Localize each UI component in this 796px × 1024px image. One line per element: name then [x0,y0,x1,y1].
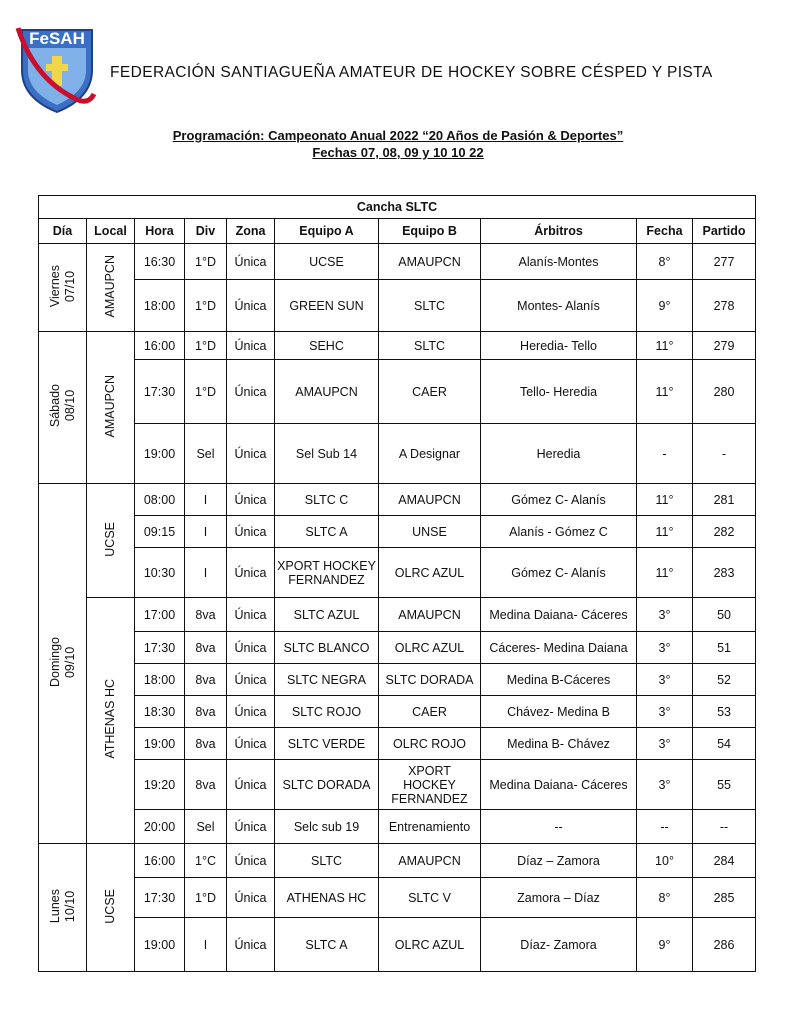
table-cell: SLTC BLANCO [275,632,379,664]
table-cell: 10° [637,844,693,878]
table-cell: 19:20 [135,760,185,810]
table-cell: 283 [693,548,756,598]
table-row [39,878,756,918]
table-cell: I [185,484,227,516]
table-cell: 279 [693,332,756,360]
table-cell: 17:30 [135,632,185,664]
table-cell: Única [227,664,275,696]
table-cell: 8va [185,598,227,632]
table-cell: SLTC [379,280,481,332]
table-cell: 8va [185,632,227,664]
local-cell: ATHENAS HC [87,598,135,844]
table-cell: 50 [693,598,756,632]
table-cell: 284 [693,844,756,878]
table-cell: -- [693,810,756,844]
table-cell: 8va [185,664,227,696]
table-cell: 1°C [185,844,227,878]
table-cell: 1°D [185,360,227,424]
table-cell: SLTC [275,844,379,878]
table-row [39,548,756,598]
table-cell: Única [227,918,275,972]
table-cell: Sel Sub 14 [275,424,379,484]
table-cell: Medina Daiana- Cáceres [481,598,637,632]
table-cell: GREEN SUN [275,280,379,332]
table-row [39,360,756,424]
table-cell: OLRC AZUL [379,632,481,664]
table-cell: 277 [693,244,756,280]
table-cell: Única [227,728,275,760]
table-cell: SLTC [379,332,481,360]
table-cell: OLRC AZUL [379,548,481,598]
table-cell: Única [227,484,275,516]
table-cell: 19:00 [135,728,185,760]
table-row [39,424,756,484]
table-cell: SLTC VERDE [275,728,379,760]
table-cell: 8va [185,696,227,728]
table-cell: XPORT HOCKEY FERNANDEZ [275,548,379,598]
table-cell: SLTC ROJO [275,696,379,728]
table-cell: AMAUPCN [379,244,481,280]
table-cell: 8va [185,728,227,760]
table-cell: 3° [637,696,693,728]
table-cell: UNSE [379,516,481,548]
table-cell: Única [227,280,275,332]
fesah-logo [14,18,100,114]
table-row [39,696,756,728]
table-cell: 286 [693,918,756,972]
table-cell: 08:00 [135,484,185,516]
table-cell: Alanís - Gómez C [481,516,637,548]
table-cell: Chávez- Medina B [481,696,637,728]
cancha-header: Cancha SLTC [39,196,756,219]
table-cell: 11° [637,332,693,360]
table-cell: 19:00 [135,918,185,972]
day-cell: Viernes 07/10 [39,244,87,332]
table-cell: Única [227,332,275,360]
table-row [39,918,756,972]
local-cell: UCSE [87,844,135,972]
table-cell: 8° [637,878,693,918]
table-cell: SLTC AZUL [275,598,379,632]
table-cell: Zamora – Díaz [481,878,637,918]
table-cell: Única [227,810,275,844]
table-cell: Única [227,516,275,548]
column-header: Árbitros [481,219,637,244]
table-cell: Medina B-Cáceres [481,664,637,696]
table-cell: 10:30 [135,548,185,598]
table-cell: UCSE [275,244,379,280]
table-cell: 16:00 [135,332,185,360]
table-cell: Única [227,424,275,484]
table-cell: 3° [637,760,693,810]
table-cell: Gómez C- Alanís [481,484,637,516]
table-cell: SLTC C [275,484,379,516]
day-cell: Domingo 09/10 [39,484,87,844]
table-cell: Heredia- Tello [481,332,637,360]
table-cell: Única [227,696,275,728]
table-cell: Única [227,878,275,918]
table-cell: 11° [637,360,693,424]
table-cell: 51 [693,632,756,664]
table-cell: ATHENAS HC [275,878,379,918]
table-cell: I [185,548,227,598]
table-cell: AMAUPCN [379,844,481,878]
table-cell: Única [227,548,275,598]
logo-text: FeSAH [29,29,85,48]
table-row [39,516,756,548]
column-header: Equipo A [275,219,379,244]
table-cell: CAER [379,360,481,424]
table-cell: AMAUPCN [379,484,481,516]
table-cell: -- [481,810,637,844]
table-cell: Sel [185,810,227,844]
column-header: Div [185,219,227,244]
column-header: Zona [227,219,275,244]
table-row [39,844,756,878]
table-row [39,484,756,516]
table-row [39,810,756,844]
local-cell: AMAUPCN [87,332,135,484]
table-row [39,598,756,632]
table-cell: 8va [185,760,227,810]
column-header: Equipo B [379,219,481,244]
table-cell: Única [227,244,275,280]
table-row [39,244,756,280]
table-cell: SEHC [275,332,379,360]
table-cell: Selc sub 19 [275,810,379,844]
table-cell: 1°D [185,878,227,918]
table-cell: 19:00 [135,424,185,484]
table-cell: Sel [185,424,227,484]
table-cell: 278 [693,280,756,332]
table-cell: XPORT HOCKEY FERNANDEZ [379,760,481,810]
table-cell: - [637,424,693,484]
table-cell: Tello- Heredia [481,360,637,424]
table-cell: Díaz- Zamora [481,918,637,972]
day-cell: Lunes 10/10 [39,844,87,972]
table-cell: SLTC DORADA [275,760,379,810]
table-cell: 20:00 [135,810,185,844]
table-cell: 281 [693,484,756,516]
table-cell: Única [227,760,275,810]
column-header: Local [87,219,135,244]
table-cell: SLTC NEGRA [275,664,379,696]
table-cell: -- [637,810,693,844]
table-cell: I [185,516,227,548]
table-cell: 3° [637,664,693,696]
table-cell: SLTC V [379,878,481,918]
fechas-subtitle: Fechas 07, 08, 09 y 10 10 22 [312,145,484,160]
column-header: Fecha [637,219,693,244]
table-cell: CAER [379,696,481,728]
local-cell: UCSE [87,484,135,598]
table-cell: Medina Daiana- Cáceres [481,760,637,810]
table-row [39,332,756,360]
day-cell: Sábado 08/10 [39,332,87,484]
table-cell: 1°D [185,332,227,360]
table-cell: 09:15 [135,516,185,548]
table-cell: 280 [693,360,756,424]
table-cell: 17:30 [135,360,185,424]
table-cell: Única [227,598,275,632]
table-cell: 16:30 [135,244,185,280]
table-cell: Heredia [481,424,637,484]
table-cell: Díaz – Zamora [481,844,637,878]
table-cell: 18:00 [135,664,185,696]
federation-title: FEDERACIÓN SANTIAGUEÑA AMATEUR DE HOCKEY SOBRE CÉSPED Y PISTA [110,64,713,81]
table-cell: Entrenamiento [379,810,481,844]
table-cell: 16:00 [135,844,185,878]
table-cell: Única [227,632,275,664]
column-header: Hora [135,219,185,244]
table-cell: 54 [693,728,756,760]
table-cell: A Designar [379,424,481,484]
table-cell: Gómez C- Alanís [481,548,637,598]
table-cell: Cáceres- Medina Daiana [481,632,637,664]
table-row [39,728,756,760]
local-cell: AMAUPCN [87,244,135,332]
table-cell: Medina B- Chávez [481,728,637,760]
table-cell: AMAUPCN [379,598,481,632]
table-cell: OLRC ROJO [379,728,481,760]
table-cell: 9° [637,280,693,332]
table-cell: 3° [637,598,693,632]
table-cell: 1°D [185,244,227,280]
table-row [39,280,756,332]
table-cell: 8° [637,244,693,280]
programacion-title: Programación: Campeonato Anual 2022 “20 Años de Pasión & Deportes” [172,128,624,143]
table-cell: Alanís-Montes [481,244,637,280]
table-cell: Única [227,844,275,878]
table-cell: Montes- Alanís [481,280,637,332]
table-cell: 285 [693,878,756,918]
table-cell: 11° [637,516,693,548]
table-cell: 17:00 [135,598,185,632]
table-cell: - [693,424,756,484]
table-cell: 52 [693,664,756,696]
table-cell: 11° [637,484,693,516]
table-cell: 18:00 [135,280,185,332]
table-cell: 55 [693,760,756,810]
table-cell: 3° [637,632,693,664]
table-cell: 282 [693,516,756,548]
table-cell: AMAUPCN [275,360,379,424]
table-cell: 18:30 [135,696,185,728]
table-cell: SLTC DORADA [379,664,481,696]
table-cell: 53 [693,696,756,728]
table-cell: 1°D [185,280,227,332]
table-cell: OLRC AZUL [379,918,481,972]
table-cell: 9° [637,918,693,972]
table-cell: 11° [637,548,693,598]
schedule-table [38,195,756,972]
table-cell: I [185,918,227,972]
table-cell: 17:30 [135,878,185,918]
table-row [39,664,756,696]
table-cell: Única [227,360,275,424]
table-row [39,632,756,664]
column-header: Partido [693,219,756,244]
table-cell: SLTC A [275,918,379,972]
table-cell: 3° [637,728,693,760]
table-row [39,760,756,810]
table-cell: SLTC A [275,516,379,548]
column-header: Día [39,219,87,244]
